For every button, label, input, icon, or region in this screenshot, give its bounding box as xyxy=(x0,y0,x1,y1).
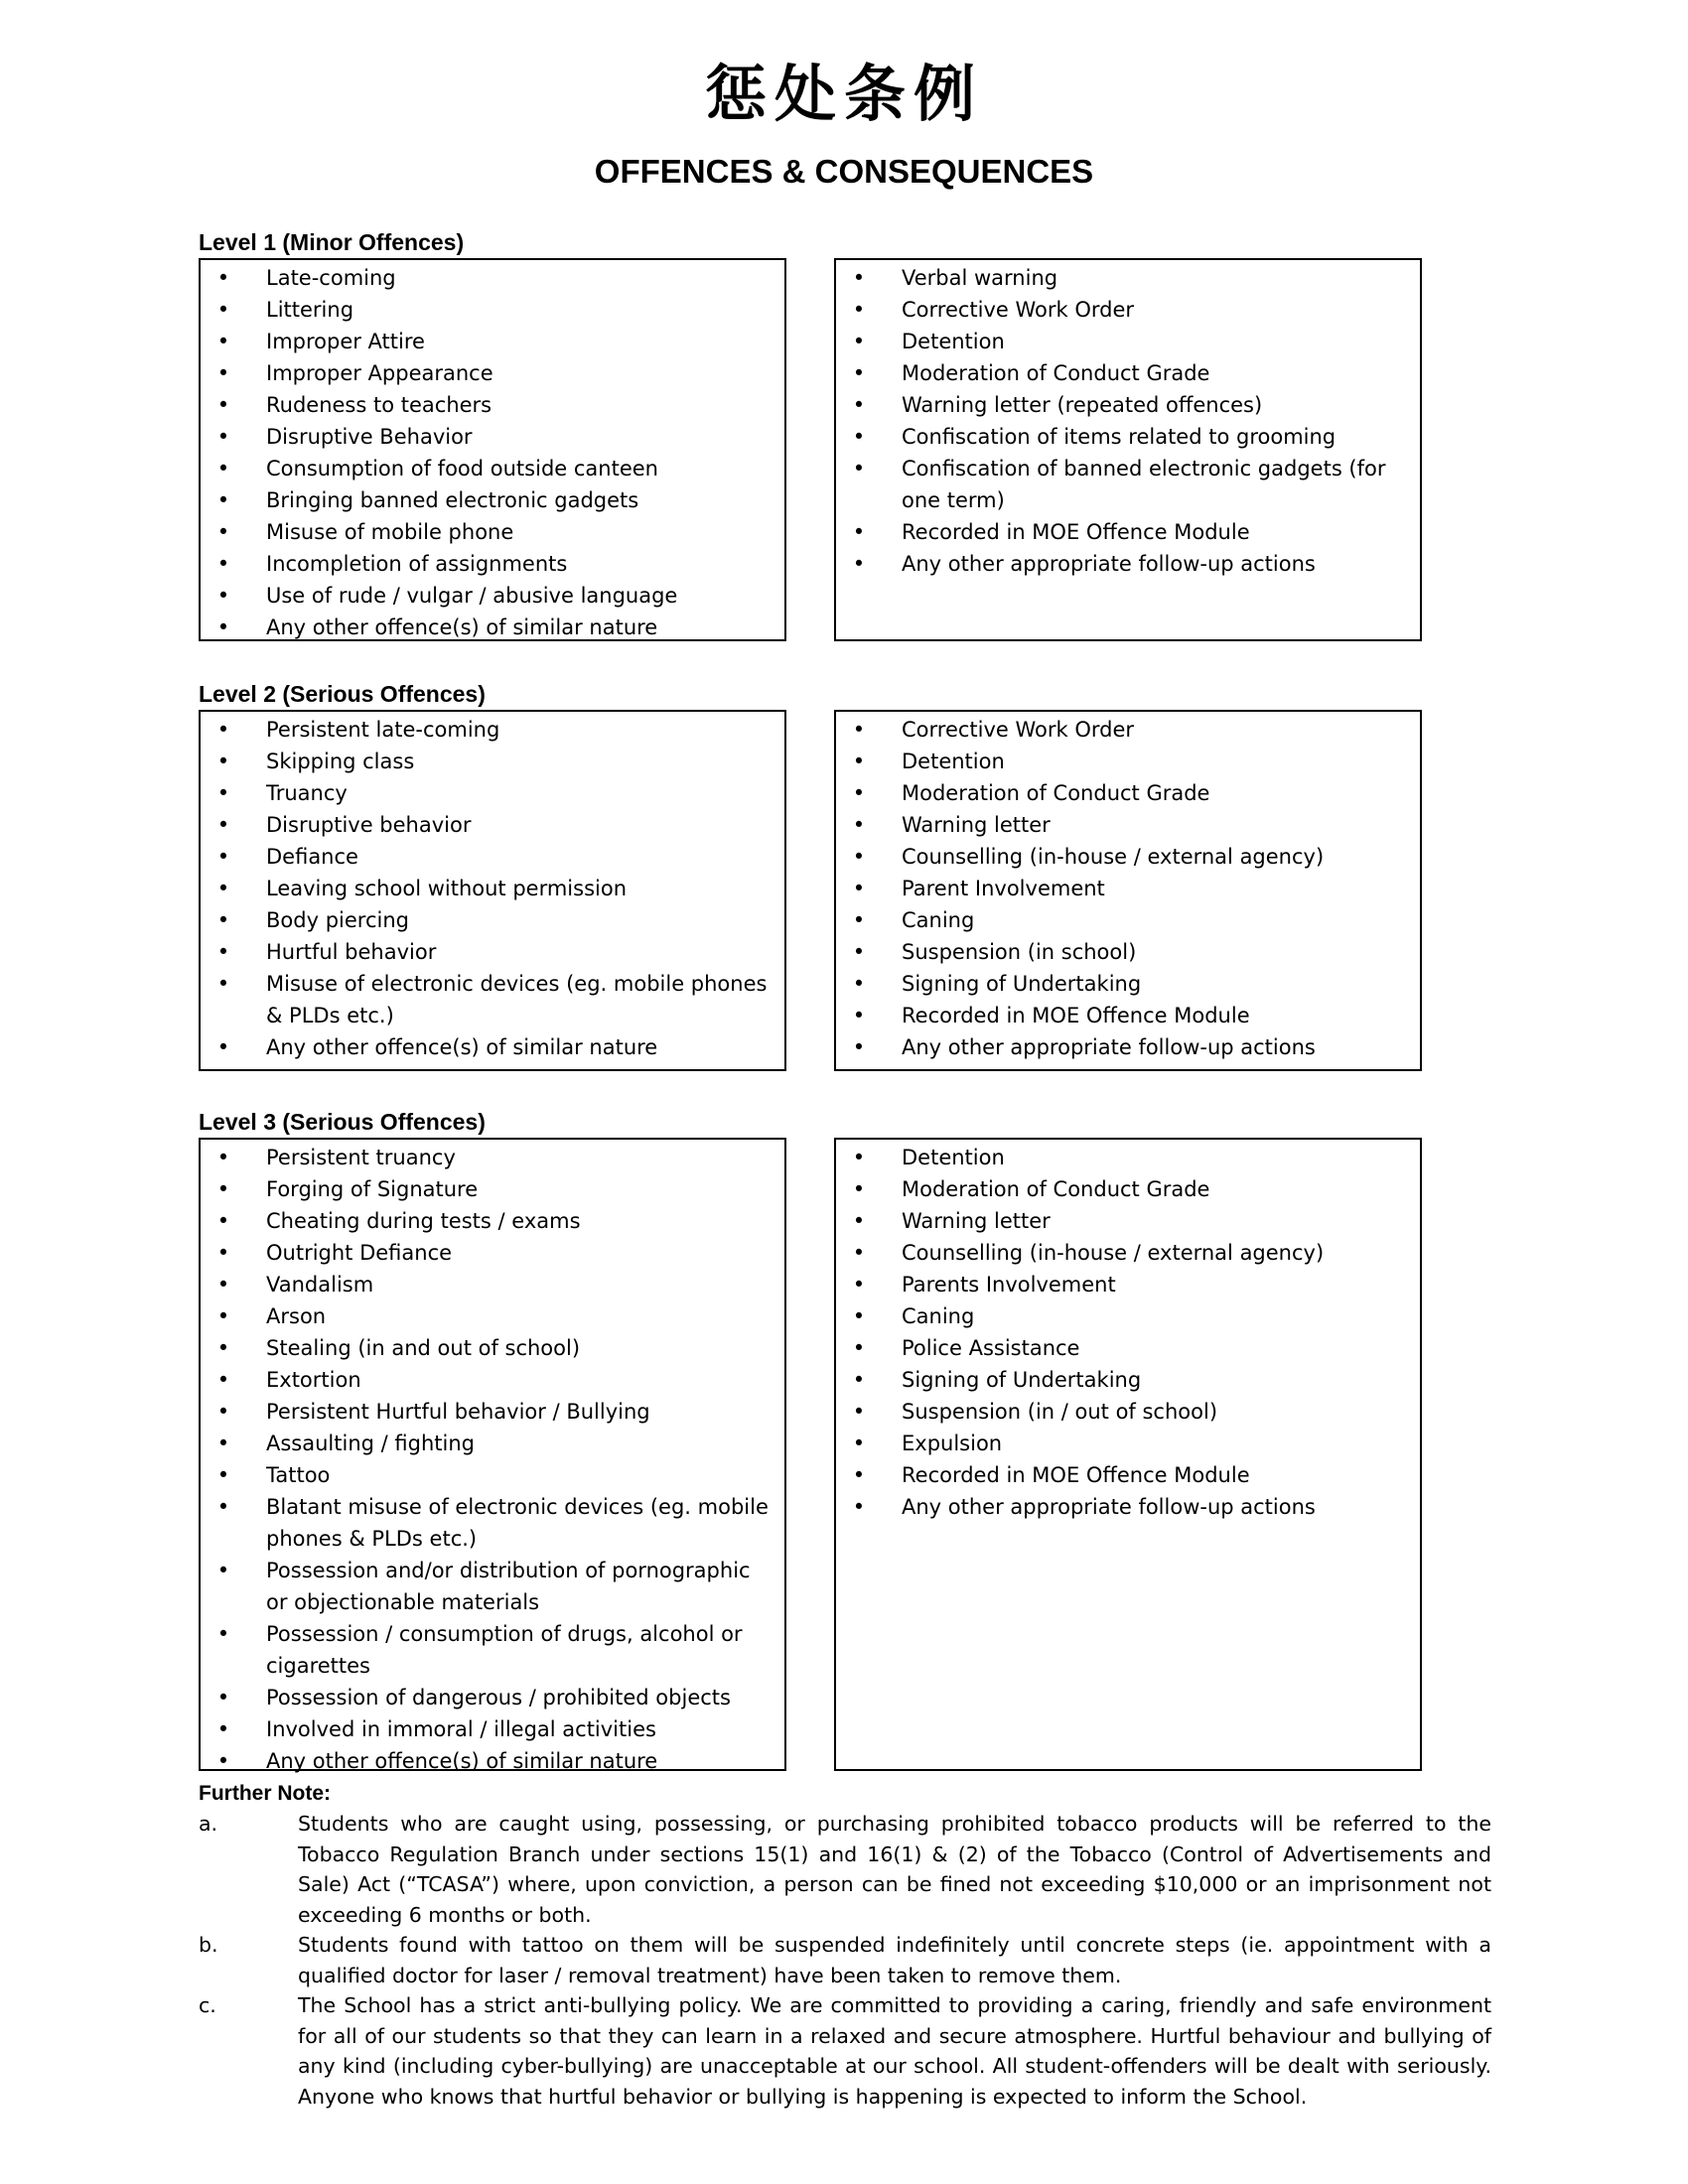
list-item-text: Misuse of mobile phone xyxy=(266,520,514,544)
level-3-consequences-box xyxy=(834,1138,1422,1771)
list-item xyxy=(201,1300,784,1332)
list-item-text: Any other appropriate follow-up actions xyxy=(902,1035,1316,1059)
note-letter: b. xyxy=(199,1933,218,1957)
level-3-offences-box xyxy=(199,1138,786,1771)
list-item xyxy=(201,1396,784,1428)
list-item-text: Hurtful behavior xyxy=(266,940,437,964)
list-item xyxy=(201,357,784,389)
list-item-text: Bringing banned electronic gadgets xyxy=(266,488,639,512)
level-3-offences-list xyxy=(201,1142,784,1777)
list-item xyxy=(836,421,1420,453)
list-item xyxy=(201,1269,784,1300)
list-item xyxy=(836,1364,1420,1396)
list-item-text: Possession of dangerous / prohibited objects xyxy=(266,1686,731,1709)
level-2-consequences-list xyxy=(836,714,1420,1063)
list-item-text: Skipping class xyxy=(266,750,415,773)
bullet-icon: • xyxy=(216,1035,230,1059)
bullet-icon: • xyxy=(852,457,866,480)
bullet-icon: • xyxy=(216,361,230,385)
list-item xyxy=(201,714,784,746)
list-item-text: Recorded in MOE Offence Module xyxy=(902,1004,1250,1027)
list-item-text: Police Assistance xyxy=(902,1336,1080,1360)
list-item xyxy=(836,1031,1420,1063)
list-item xyxy=(201,389,784,421)
list-item-text: Suspension (in / out of school) xyxy=(902,1400,1218,1424)
bullet-icon: • xyxy=(216,520,230,544)
bullet-icon: • xyxy=(852,813,866,837)
bullet-icon: • xyxy=(852,1035,866,1059)
bullet-icon: • xyxy=(852,1495,866,1519)
list-item-text: Recorded in MOE Offence Module xyxy=(902,520,1250,544)
bullet-icon: • xyxy=(852,972,866,996)
list-item xyxy=(836,904,1420,936)
bullet-icon: • xyxy=(216,845,230,869)
bullet-icon: • xyxy=(852,1177,866,1201)
level-1-offences-list xyxy=(201,262,784,643)
bullet-icon: • xyxy=(852,1146,866,1169)
list-item xyxy=(836,1173,1420,1205)
list-item-text: Any other appropriate follow-up actions xyxy=(902,1495,1316,1519)
bullet-icon: • xyxy=(216,488,230,512)
list-item-text: Counselling (in-house / external agency) xyxy=(902,1241,1325,1265)
list-item-text: Any other offence(s) of similar nature xyxy=(266,1035,658,1059)
list-item xyxy=(836,1142,1420,1173)
list-item xyxy=(201,580,784,612)
list-item xyxy=(201,1364,784,1396)
list-item-text: Outright Defiance xyxy=(266,1241,453,1265)
list-item-text: Confiscation of items related to grooming xyxy=(902,425,1336,449)
list-item-text: Stealing (in and out of school) xyxy=(266,1336,581,1360)
list-item xyxy=(201,904,784,936)
bullet-icon: • xyxy=(216,1146,230,1169)
bullet-icon: • xyxy=(216,718,230,742)
level-1-offences-box xyxy=(199,258,786,641)
list-item-text: Detention xyxy=(902,1146,1005,1169)
list-item-text: Involved in immoral / illegal activities xyxy=(266,1717,656,1741)
list-item-text: Blatant misuse of electronic devices (eg. mobile phones & PLDs etc.) xyxy=(266,1495,769,1551)
bullet-icon: • xyxy=(852,845,866,869)
list-item xyxy=(201,1205,784,1237)
list-item-text: Signing of Undertaking xyxy=(902,972,1142,996)
list-item xyxy=(836,1237,1420,1269)
bullet-icon: • xyxy=(852,1336,866,1360)
list-item xyxy=(201,516,784,548)
list-item xyxy=(201,326,784,357)
bullet-icon: • xyxy=(852,330,866,353)
list-item xyxy=(201,1237,784,1269)
bullet-icon: • xyxy=(216,972,230,996)
bullet-icon: • xyxy=(216,1559,230,1582)
list-item xyxy=(201,1459,784,1491)
bullet-icon: • xyxy=(852,940,866,964)
list-item xyxy=(836,936,1420,968)
bullet-icon: • xyxy=(852,425,866,449)
bullet-icon: • xyxy=(216,393,230,417)
list-item-text: Littering xyxy=(266,298,354,322)
bullet-icon: • xyxy=(852,361,866,385)
list-item-text: Vandalism xyxy=(266,1273,374,1297)
level-1-heading: Level 1 (Minor Offences) xyxy=(199,229,465,255)
list-item-text: Late-coming xyxy=(266,266,396,290)
list-item-text: Warning letter xyxy=(902,1209,1051,1233)
list-item xyxy=(201,1173,784,1205)
list-item-text: Possession / consumption of drugs, alcohol or cigarettes xyxy=(266,1622,743,1678)
list-item-text: Any other offence(s) of similar nature xyxy=(266,1749,658,1773)
list-item-text: Persistent truancy xyxy=(266,1146,456,1169)
list-item-text: Counselling (in-house / external agency) xyxy=(902,845,1325,869)
list-item xyxy=(201,484,784,516)
list-item-text: Disruptive Behavior xyxy=(266,425,473,449)
list-item-text: Cheating during tests / exams xyxy=(266,1209,581,1233)
bullet-icon: • xyxy=(216,1400,230,1424)
list-item-text: Defiance xyxy=(266,845,358,869)
list-item xyxy=(201,746,784,777)
bullet-icon: • xyxy=(852,520,866,544)
list-item-text: Truancy xyxy=(266,781,348,805)
list-item xyxy=(201,777,784,809)
list-item xyxy=(201,453,784,484)
list-item xyxy=(836,746,1420,777)
list-item xyxy=(201,873,784,904)
list-item xyxy=(201,841,784,873)
bullet-icon: • xyxy=(216,1336,230,1360)
note-item xyxy=(199,1809,1491,1930)
page-title: OFFENCES & CONSEQUENCES xyxy=(594,153,1094,190)
list-item xyxy=(201,1682,784,1713)
bullet-icon: • xyxy=(216,1209,230,1233)
list-item-text: Possession and/or distribution of pornographic or objectionable materials xyxy=(266,1559,751,1614)
bullet-icon: • xyxy=(852,298,866,322)
list-item-text: Extortion xyxy=(266,1368,361,1392)
list-item-text: Corrective Work Order xyxy=(902,298,1135,322)
list-item xyxy=(201,809,784,841)
bullet-icon: • xyxy=(852,750,866,773)
list-item xyxy=(201,1142,784,1173)
level-2-offences-box xyxy=(199,710,786,1071)
list-item xyxy=(836,968,1420,1000)
list-item xyxy=(836,1459,1420,1491)
bullet-icon: • xyxy=(216,1495,230,1519)
list-item xyxy=(836,873,1420,904)
list-item-text: Disruptive behavior xyxy=(266,813,472,837)
list-item-text: Any other offence(s) of similar nature xyxy=(266,615,658,639)
list-item xyxy=(836,777,1420,809)
list-item xyxy=(201,612,784,643)
list-item xyxy=(836,294,1420,326)
list-item-text: Arson xyxy=(266,1304,327,1328)
note-letter: c. xyxy=(199,1993,216,2017)
bullet-icon: • xyxy=(216,615,230,639)
list-item xyxy=(836,262,1420,294)
bullet-icon: • xyxy=(852,908,866,932)
bullet-icon: • xyxy=(852,1304,866,1328)
list-item-text: Forging of Signature xyxy=(266,1177,479,1201)
bullet-icon: • xyxy=(216,1463,230,1487)
bullet-icon: • xyxy=(852,552,866,576)
list-item xyxy=(836,1000,1420,1031)
bullet-icon: • xyxy=(852,1400,866,1424)
bullet-icon: • xyxy=(216,1686,230,1709)
list-item-text: Moderation of Conduct Grade xyxy=(902,1177,1210,1201)
bullet-icon: • xyxy=(852,781,866,805)
bullet-icon: • xyxy=(852,1432,866,1455)
further-note-list xyxy=(199,1809,1491,2112)
list-item xyxy=(201,1332,784,1364)
level-3-heading: Level 3 (Serious Offences) xyxy=(199,1109,486,1135)
list-item xyxy=(201,968,784,1031)
bullet-icon: • xyxy=(216,1432,230,1455)
list-item-text: Verbal warning xyxy=(902,266,1058,290)
bullet-icon: • xyxy=(216,457,230,480)
list-item xyxy=(201,1555,784,1618)
list-item xyxy=(201,936,784,968)
list-item-text: Assaulting / fighting xyxy=(266,1432,475,1455)
list-item-text: Signing of Undertaking xyxy=(902,1368,1142,1392)
list-item-text: Warning letter xyxy=(902,813,1051,837)
bullet-icon: • xyxy=(852,1209,866,1233)
list-item xyxy=(836,714,1420,746)
bullet-icon: • xyxy=(852,877,866,900)
list-item xyxy=(836,1205,1420,1237)
list-item-text: Detention xyxy=(902,330,1005,353)
list-item-text: Parent Involvement xyxy=(902,877,1105,900)
list-item-text: Parents Involvement xyxy=(902,1273,1116,1297)
list-item xyxy=(836,841,1420,873)
bullet-icon: • xyxy=(216,908,230,932)
bullet-icon: • xyxy=(852,1463,866,1487)
list-item-text: Caning xyxy=(902,1304,975,1328)
list-item xyxy=(201,1031,784,1063)
bullet-icon: • xyxy=(216,330,230,353)
list-item-text: Warning letter (repeated offences) xyxy=(902,393,1263,417)
list-item-text: Moderation of Conduct Grade xyxy=(902,781,1210,805)
list-item-text: Recorded in MOE Offence Module xyxy=(902,1463,1250,1487)
list-item-text: Detention xyxy=(902,750,1005,773)
bullet-icon: • xyxy=(216,1273,230,1297)
bullet-icon: • xyxy=(852,393,866,417)
list-item xyxy=(836,1428,1420,1459)
list-item-text: Tattoo xyxy=(266,1463,331,1487)
level-1-consequences-list xyxy=(836,262,1420,580)
list-item xyxy=(836,809,1420,841)
list-item-text: Persistent Hurtful behavior / Bullying xyxy=(266,1400,650,1424)
level-3-consequences-list xyxy=(836,1142,1420,1523)
note-text: The School has a strict anti-bullying policy. We are committed to providing a caring, friendly and safe environment for all of our students so that they can learn in a relaxed and secure atmosphere. Hurtful behaviour and bullying of any kind (including cyber-bullying) are unacceptable at our school. All student-offenders will be dealt with seriously. Anyone who knows that hurtful behavior or bullying is happening is expected to inform the School. xyxy=(298,1993,1491,2109)
list-item-text: Rudeness to teachers xyxy=(266,393,492,417)
bullet-icon: • xyxy=(216,1622,230,1646)
list-item xyxy=(836,1491,1420,1523)
bullet-icon: • xyxy=(216,877,230,900)
list-item-text: Any other appropriate follow-up actions xyxy=(902,552,1316,576)
list-item xyxy=(201,1745,784,1777)
list-item xyxy=(201,1491,784,1555)
list-item xyxy=(836,516,1420,548)
list-item-text: Consumption of food outside canteen xyxy=(266,457,658,480)
list-item-text: Confiscation of banned electronic gadgets (for one term) xyxy=(902,457,1386,512)
bullet-icon: • xyxy=(216,813,230,837)
list-item xyxy=(201,262,784,294)
level-1-consequences-box xyxy=(834,258,1422,641)
list-item xyxy=(836,1300,1420,1332)
list-item xyxy=(201,1713,784,1745)
list-item xyxy=(836,389,1420,421)
list-item xyxy=(201,548,784,580)
list-item xyxy=(201,1428,784,1459)
bullet-icon: • xyxy=(852,718,866,742)
bullet-icon: • xyxy=(216,1749,230,1773)
list-item-text: Leaving school without permission xyxy=(266,877,627,900)
list-item-text: Improper Appearance xyxy=(266,361,493,385)
list-item xyxy=(836,548,1420,580)
bullet-icon: • xyxy=(216,298,230,322)
level-2-heading: Level 2 (Serious Offences) xyxy=(199,681,486,707)
bullet-icon: • xyxy=(216,1177,230,1201)
further-note-heading: Further Note: xyxy=(199,1782,331,1805)
list-item xyxy=(836,453,1420,516)
list-item-text: Caning xyxy=(902,908,975,932)
note-item xyxy=(199,1930,1491,1990)
bullet-icon: • xyxy=(216,781,230,805)
bullet-icon: • xyxy=(216,425,230,449)
list-item xyxy=(836,1332,1420,1364)
list-item xyxy=(836,1396,1420,1428)
list-item-text: Persistent late-coming xyxy=(266,718,500,742)
list-item-text: Misuse of electronic devices (eg. mobile phones & PLDs etc.) xyxy=(266,972,768,1027)
list-item xyxy=(201,1618,784,1682)
title-chinese: 惩处条例 xyxy=(704,58,983,130)
list-item-text: Incompletion of assignments xyxy=(266,552,568,576)
bullet-icon: • xyxy=(852,1241,866,1265)
bullet-icon: • xyxy=(852,266,866,290)
bullet-icon: • xyxy=(852,1273,866,1297)
list-item xyxy=(201,421,784,453)
note-text: Students found with tattoo on them will be suspended indefinitely until concrete steps (ie. appointment with a qualified doctor for laser / removal treatment) have been taken to remove them. xyxy=(298,1933,1491,1987)
bullet-icon: • xyxy=(216,1368,230,1392)
bullet-icon: • xyxy=(216,1241,230,1265)
bullet-icon: • xyxy=(852,1004,866,1027)
bullet-icon: • xyxy=(216,750,230,773)
bullet-icon: • xyxy=(852,1368,866,1392)
list-item-text: Expulsion xyxy=(902,1432,1003,1455)
bullet-icon: • xyxy=(216,1304,230,1328)
list-item xyxy=(836,1269,1420,1300)
note-letter: a. xyxy=(199,1812,218,1836)
note-item xyxy=(199,1990,1491,2112)
list-item-text: Body piercing xyxy=(266,908,409,932)
level-2-consequences-box xyxy=(834,710,1422,1071)
list-item-text: Use of rude / vulgar / abusive language xyxy=(266,584,678,608)
list-item-text: Corrective Work Order xyxy=(902,718,1135,742)
list-item xyxy=(836,326,1420,357)
list-item-text: Suspension (in school) xyxy=(902,940,1137,964)
bullet-icon: • xyxy=(216,940,230,964)
bullet-icon: • xyxy=(216,584,230,608)
bullet-icon: • xyxy=(216,266,230,290)
bullet-icon: • xyxy=(216,552,230,576)
list-item-text: Improper Attire xyxy=(266,330,425,353)
list-item-text: Moderation of Conduct Grade xyxy=(902,361,1210,385)
bullet-icon: • xyxy=(216,1717,230,1741)
list-item xyxy=(836,357,1420,389)
level-2-offences-list xyxy=(201,714,784,1063)
list-item xyxy=(201,294,784,326)
note-text: Students who are caught using, possessing, or purchasing prohibited tobacco products will be referred to the Tobacco Regulation Branch under sections 15(1) and 16(1) & (2) of the Tobacco (Control of Advertisements and Sale) Act (“TCASA”) where, upon conviction, a person can be fined not exceeding $10,000 or an imprisonment not exceeding 6 months or both. xyxy=(298,1812,1491,1927)
